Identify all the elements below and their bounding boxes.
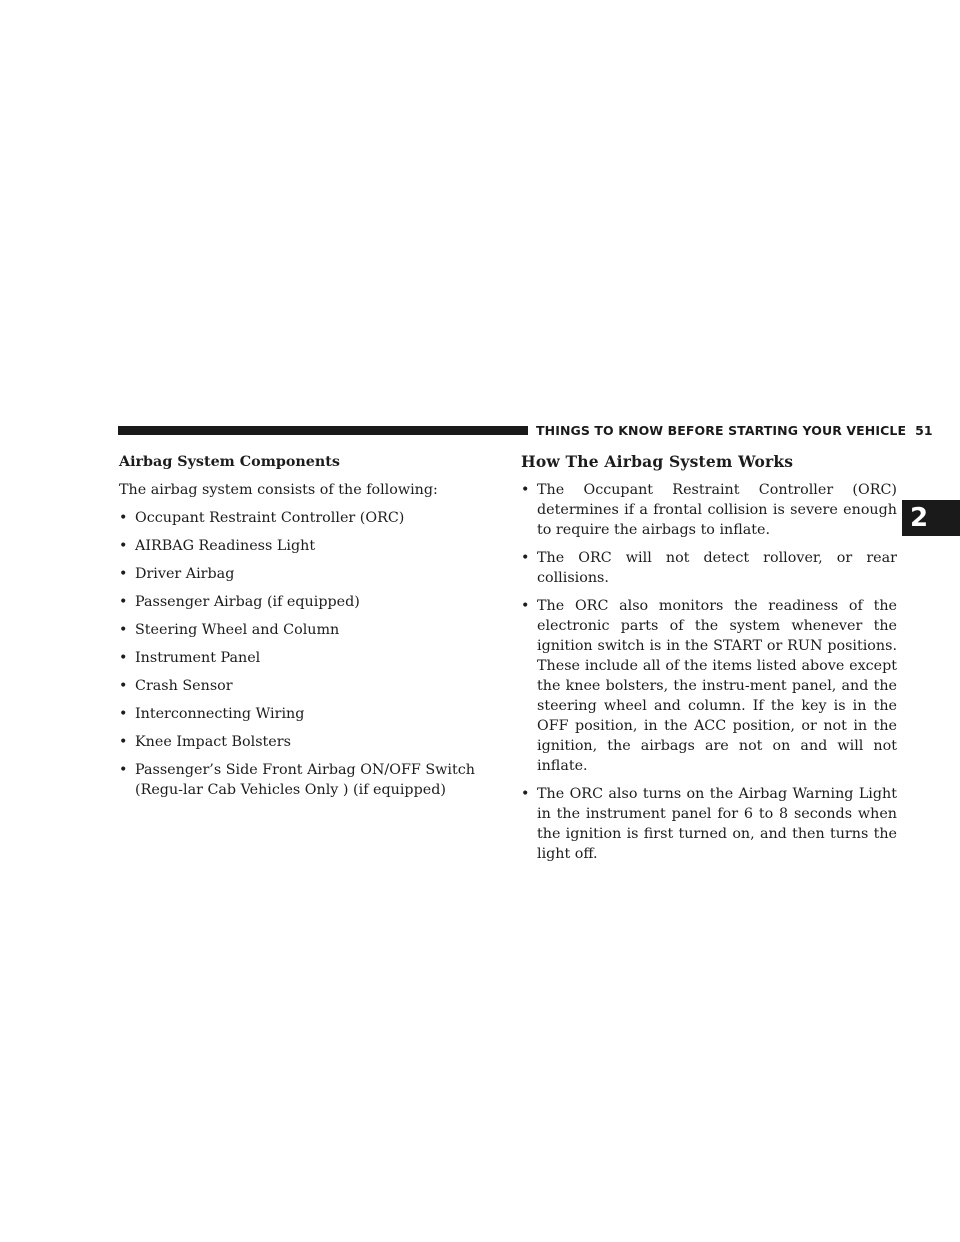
section-heading: How The Airbag System Works: [521, 452, 794, 471]
list-item-text: Crash Sensor: [135, 678, 233, 694]
right-column: [521, 452, 897, 872]
list-item-text: The ORC also monitors the readiness of the electronic parts of the system whenever the ignition switch is in the START or RUN positions. These include all of the items listed above except the knee bolsters, the instru-ment panel, and the steering wheel and column. If the key is in the OFF position, in the ACC position, or not in the ignition, the airbags are not on and will not inflate.: [537, 598, 897, 774]
header-rule: [118, 426, 528, 435]
how-it-works-list: [521, 480, 897, 864]
list-item: [521, 480, 897, 540]
list-item: [119, 760, 501, 800]
component-list: [119, 508, 501, 800]
list-item-text: Instrument Panel: [135, 650, 261, 666]
bullet-icon: •: [119, 622, 128, 638]
list-item-text: Passenger Airbag (if equipped): [135, 594, 360, 610]
list-item-text: AIRBAG Readiness Light: [135, 538, 316, 554]
bullet-icon: •: [521, 786, 530, 802]
bullet-icon: •: [521, 482, 530, 498]
left-column: [119, 452, 501, 808]
list-item: [119, 732, 501, 752]
bullet-icon: •: [521, 550, 530, 566]
list-item-text: Steering Wheel and Column: [135, 622, 340, 638]
list-item: [119, 676, 501, 696]
bullet-icon: •: [119, 594, 128, 610]
bullet-icon: •: [119, 734, 128, 750]
list-item: [521, 784, 897, 864]
list-item: [119, 508, 501, 528]
section-heading: Airbag System Components: [119, 454, 340, 470]
bullet-icon: •: [119, 678, 128, 694]
list-item-text: Interconnecting Wiring: [135, 706, 305, 722]
running-header: [536, 423, 933, 438]
list-item-text: Knee Impact Bolsters: [135, 734, 291, 750]
list-item: [119, 648, 501, 668]
list-item: [521, 548, 897, 588]
list-item-text: Driver Airbag: [135, 566, 235, 582]
list-item: [119, 564, 501, 584]
list-item: [119, 620, 501, 640]
list-item-text: The ORC also turns on the Airbag Warning Light in the instrument panel for 6 to 8 seconds when the ignition is first turned on, and then turns the light off.: [537, 786, 897, 862]
bullet-icon: •: [119, 762, 128, 778]
bullet-icon: •: [119, 538, 128, 554]
bullet-icon: •: [119, 706, 128, 722]
list-item-text: The ORC will not detect rollover, or rear collisions.: [537, 550, 897, 586]
list-item-text: Occupant Restraint Controller (ORC): [135, 510, 405, 526]
bullet-icon: •: [119, 650, 128, 666]
page-number: 51: [915, 423, 933, 438]
header-title: THINGS TO KNOW BEFORE STARTING YOUR VEHICLE: [536, 423, 907, 438]
bullet-icon: •: [119, 510, 128, 526]
intro-text: The airbag system consists of the following:: [119, 482, 438, 498]
list-item-text: The Occupant Restraint Controller (ORC) determines if a frontal collision is severe enough to require the airbags to inflate.: [537, 482, 897, 538]
chapter-tab: 2: [902, 500, 960, 536]
list-item-text: Passenger’s Side Front Airbag ON/OFF Switch (Regu-lar Cab Vehicles Only ) (if equipped): [135, 762, 475, 798]
list-item: [119, 536, 501, 556]
bullet-icon: •: [521, 598, 530, 614]
list-item: [521, 596, 897, 776]
list-item: [119, 592, 501, 612]
list-item: [119, 704, 501, 724]
bullet-icon: •: [119, 566, 128, 582]
